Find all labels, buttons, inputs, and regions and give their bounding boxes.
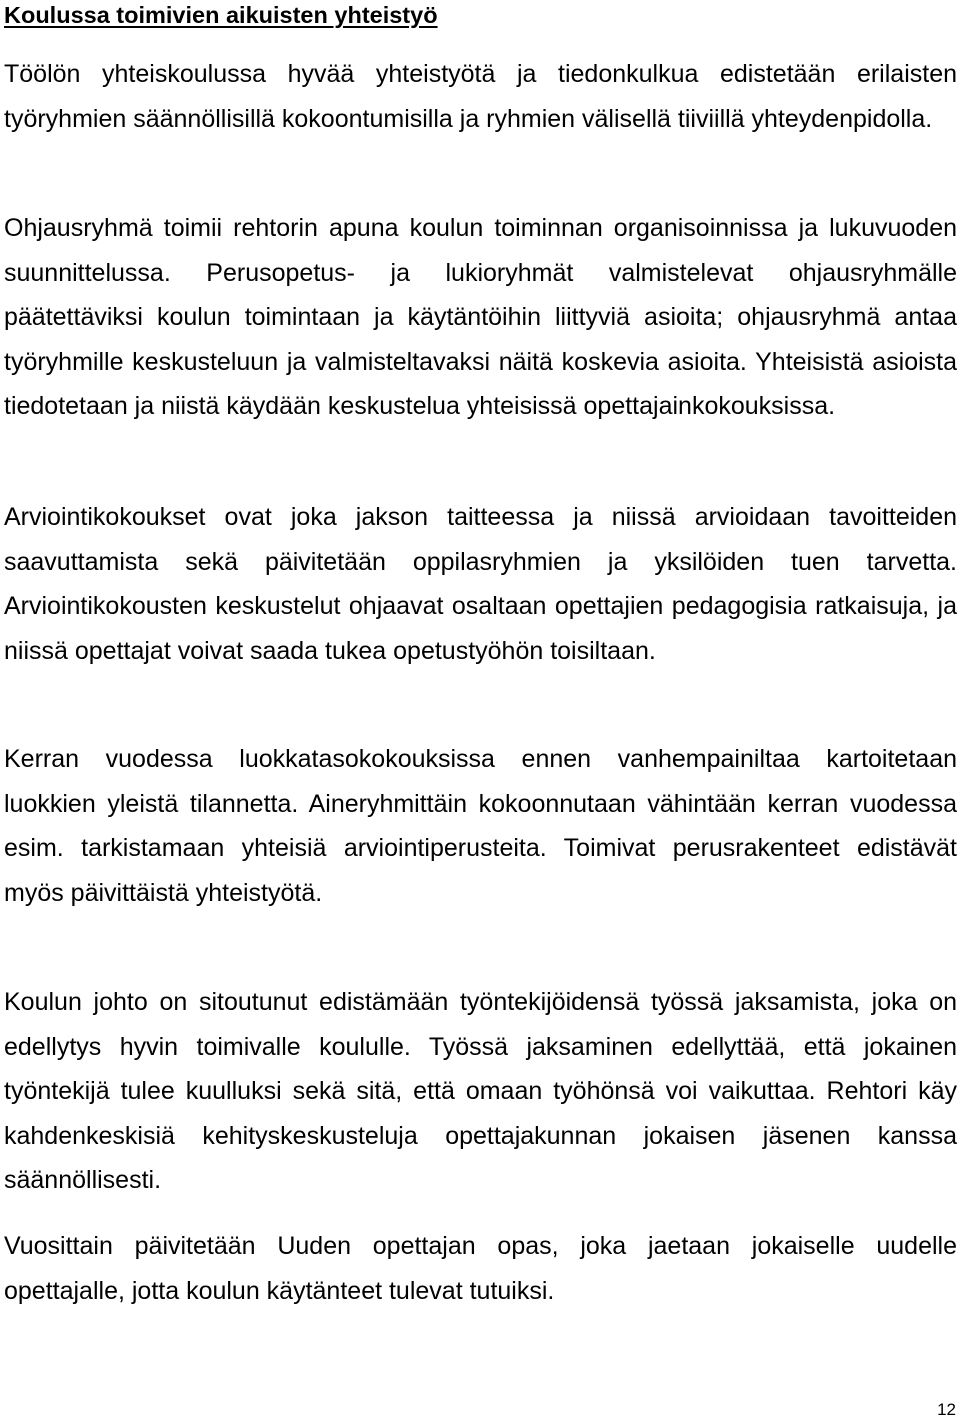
paragraph-grade-level-meetings: Kerran vuodessa luokkatasokokouksissa ennen vanhempainiltaa kartoitetaan luokkien yleistä tilannetta. Aineryhmittäin kokoonnutaan vähintään kerran vuodessa esim. tarkistamaan yhteisiä arviointiperusteita. Toimivat perusrakenteet edistävät myös päivittäistä yhteistyötä. <box>4 745 957 907</box>
section-heading: Koulussa toimivien aikuisten yhteistyö <box>4 2 438 28</box>
page-number: 12 <box>937 1400 956 1419</box>
paragraph-teacher-guide: Vuosittain päivitetään Uuden opettajan opas, joka jaetaan jokaiselle uudelle opettajalle, jotta koulun käytänteet tulevat tutuiksi. <box>4 1232 957 1305</box>
paragraph-evaluation-meetings: Arviointikokoukset ovat joka jakson taitteessa ja niissä arvioidaan tavoitteiden saavuttamista sekä päivitetään oppilasryhmien ja yksilöiden tuen tarvetta. Arviointikokousten keskustelut ohjaavat osaltaan opettajien pedagogisia ratkaisuja, ja niissä opettajat voivat saada tukea opetustyöhön toisiltaan. <box>4 503 957 665</box>
document-page <box>4 0 957 1305</box>
paragraph-intro: Töölön yhteiskoulussa hyvää yhteistyötä ja tiedonkulkua edistetään erilaisten työryhmien säännöllisillä kokoontumisilla ja ryhmien välisellä tiiviillä yhteydenpidolla. <box>4 60 957 133</box>
paragraph-steering-group: Ohjausryhmä toimii rehtorin apuna koulun toiminnan organisoinnissa ja lukuvuoden suunnittelussa. Perusopetus- ja lukioryhmät valmistelevat ohjausryhmälle päätettäviksi koulun toimintaan ja käytäntöihin liittyviä asioita; ohjausryhmä antaa työryhmille keskusteluun ja valmisteltavaksi näitä koskevia asioita. Yhteisistä asioista tiedotetaan ja niistä käydään keskustelua yhteisissä opettajainkokouksissa. <box>4 214 957 420</box>
paragraph-wellbeing: Koulun johto on sitoutunut edistämään työntekijöidensä työssä jaksamista, joka on edellytys hyvin toimivalle koululle. Työssä jaksaminen edellyttää, että jokainen työntekijä tulee kuulluksi sekä sitä, että omaan työhönsä voi vaikuttaa. Rehtori käy kahdenkeskisiä kehityskeskusteluja opettajakunnan jokaisen jäsenen kanssa säännöllisesti. <box>4 988 957 1194</box>
